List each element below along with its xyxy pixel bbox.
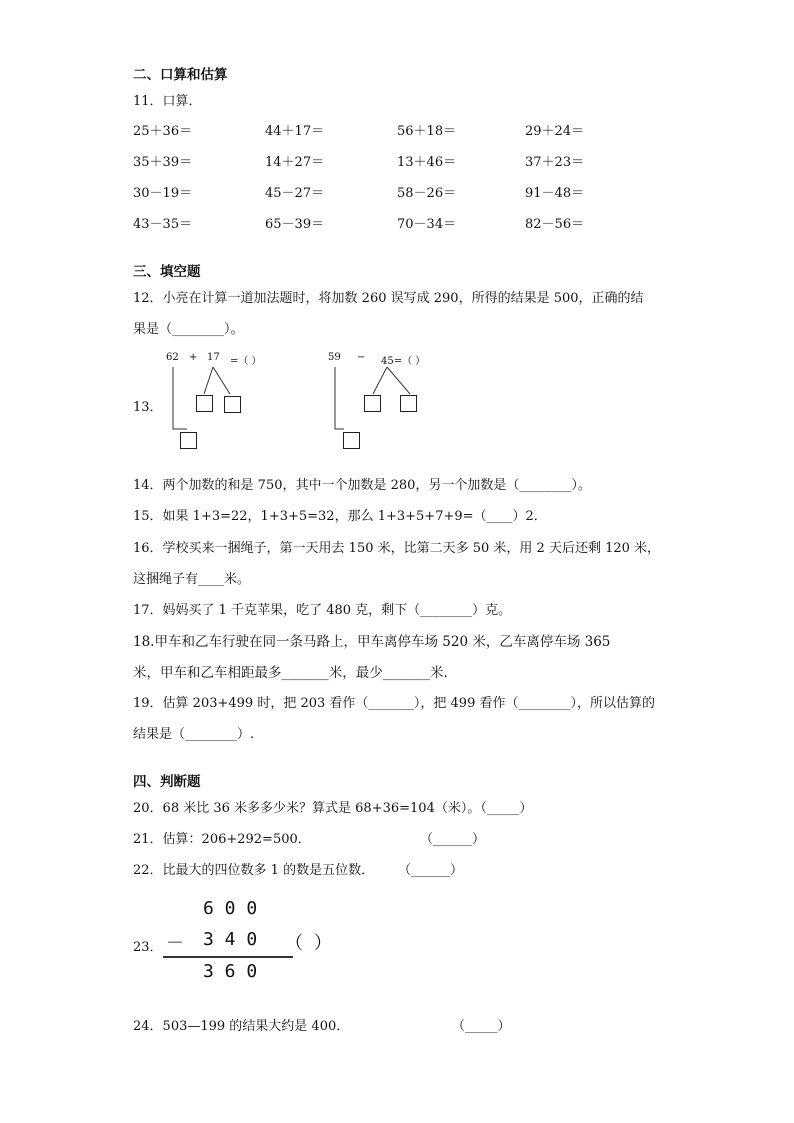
q22-blank[interactable]: （______） [398, 863, 464, 878]
q14: 14．两个加数的和是 750，其中一个加数是 280，另一个加数是（________）。 [133, 478, 591, 493]
q13-left-a: 62 [166, 352, 179, 363]
q21-text: 21．估算：206+292=500． [133, 832, 311, 847]
q13-left-op: + [189, 352, 198, 363]
q12-line2: 果是（________）。 [133, 322, 244, 337]
q13-right-b: 45=（ ） [381, 356, 426, 367]
calc-item: 45－27＝ [265, 186, 325, 201]
calc-item: 37＋23＝ [525, 155, 585, 170]
q20: 20．68 米比 36 米多多少米？算式是 68+36=104（米）。（_____） [133, 801, 533, 816]
q24-blank[interactable]: （_____） [452, 1019, 511, 1034]
calc-item: 44＋17＝ [265, 124, 325, 139]
calc-item: 82－56＝ [525, 217, 585, 232]
q12-line1: 12．小亮在计算一道加法题时，将加数 260 误写成 290，所得的结果是 500，正确的结 [133, 291, 644, 306]
q21-blank[interactable]: （______） [420, 832, 486, 847]
q19-line1: 19．估算 203+499 时，把 203 看作（_______），把 499 看作（________），所以估算的 [133, 696, 655, 711]
calc-item: 30－19＝ [133, 186, 193, 201]
q23-rule [163, 956, 293, 958]
answer-box[interactable] [400, 395, 417, 412]
answer-box[interactable] [224, 396, 241, 413]
calc-item: 65－39＝ [265, 217, 325, 232]
q11-label: 11．口算． [133, 94, 202, 109]
q13-left-b: 17 [207, 352, 220, 363]
q17: 17．妈妈买了 1 千克苹果，吃了 480 克，剩下（________）克。 [133, 603, 512, 618]
q16-line2: 这捆绳子有____米。 [133, 572, 251, 587]
q23-top-number: 6 0 0 [203, 898, 258, 919]
q13-right-op: − [357, 352, 366, 363]
section-title-4: 四、判断题 [133, 774, 201, 790]
q23-label: 23． [133, 940, 163, 955]
calc-item: 56＋18＝ [397, 124, 457, 139]
q13-left-eq: =（ ） [230, 356, 262, 367]
q22-text: 22．比最大的四位数多 1 的数是五位数． [133, 863, 375, 878]
answer-box[interactable] [343, 432, 360, 449]
q24-text: 24．503—199 的结果大约是 400． [133, 1019, 350, 1034]
calc-item: 58－26＝ [397, 186, 457, 201]
section-title-3: 三、填空题 [133, 264, 201, 280]
q16-line1: 16．学校买来一捆绳子，第一天用去 150 米，比第二天多 50 米，用 2 天后还剩 120 米， [133, 541, 661, 556]
q15: 15．如果 1+3=22，1+3+5=32，那么 1+3+5+7+9=（____）2． [133, 509, 547, 524]
q19-line2: 结果是（________）. [133, 727, 255, 742]
calc-item: 91－48＝ [525, 186, 585, 201]
q13-label: 13． [133, 400, 163, 415]
q23-blank[interactable]: （ ） [285, 933, 332, 954]
calc-item: 35＋39＝ [133, 155, 193, 170]
calc-item: 25＋36＝ [133, 124, 193, 139]
calc-item: 70－34＝ [397, 217, 457, 232]
q13-right-a: 59 [328, 352, 341, 363]
q18-line2: 米，甲车和乙车相距最多_______米，最少_______米. [133, 665, 448, 681]
answer-box[interactable] [364, 395, 381, 412]
answer-box[interactable] [180, 432, 197, 449]
calc-item: 14＋27＝ [265, 155, 325, 170]
q23-mid-number: 3 4 0 [203, 929, 258, 950]
q23-minus: － [166, 933, 184, 954]
section-title-2: 二、口算和估算 [133, 67, 228, 83]
calc-item: 13＋46＝ [397, 155, 457, 170]
calc-item: 43－35＝ [133, 217, 193, 232]
answer-box[interactable] [196, 395, 213, 412]
calc-item: 29＋24＝ [525, 124, 585, 139]
q23-bottom-number: 3 6 0 [203, 961, 258, 982]
q18-line1: 18.甲车和乙车行驶在同一条马路上，甲车离停车场 520 米，乙车离停车场 365 [133, 634, 611, 650]
